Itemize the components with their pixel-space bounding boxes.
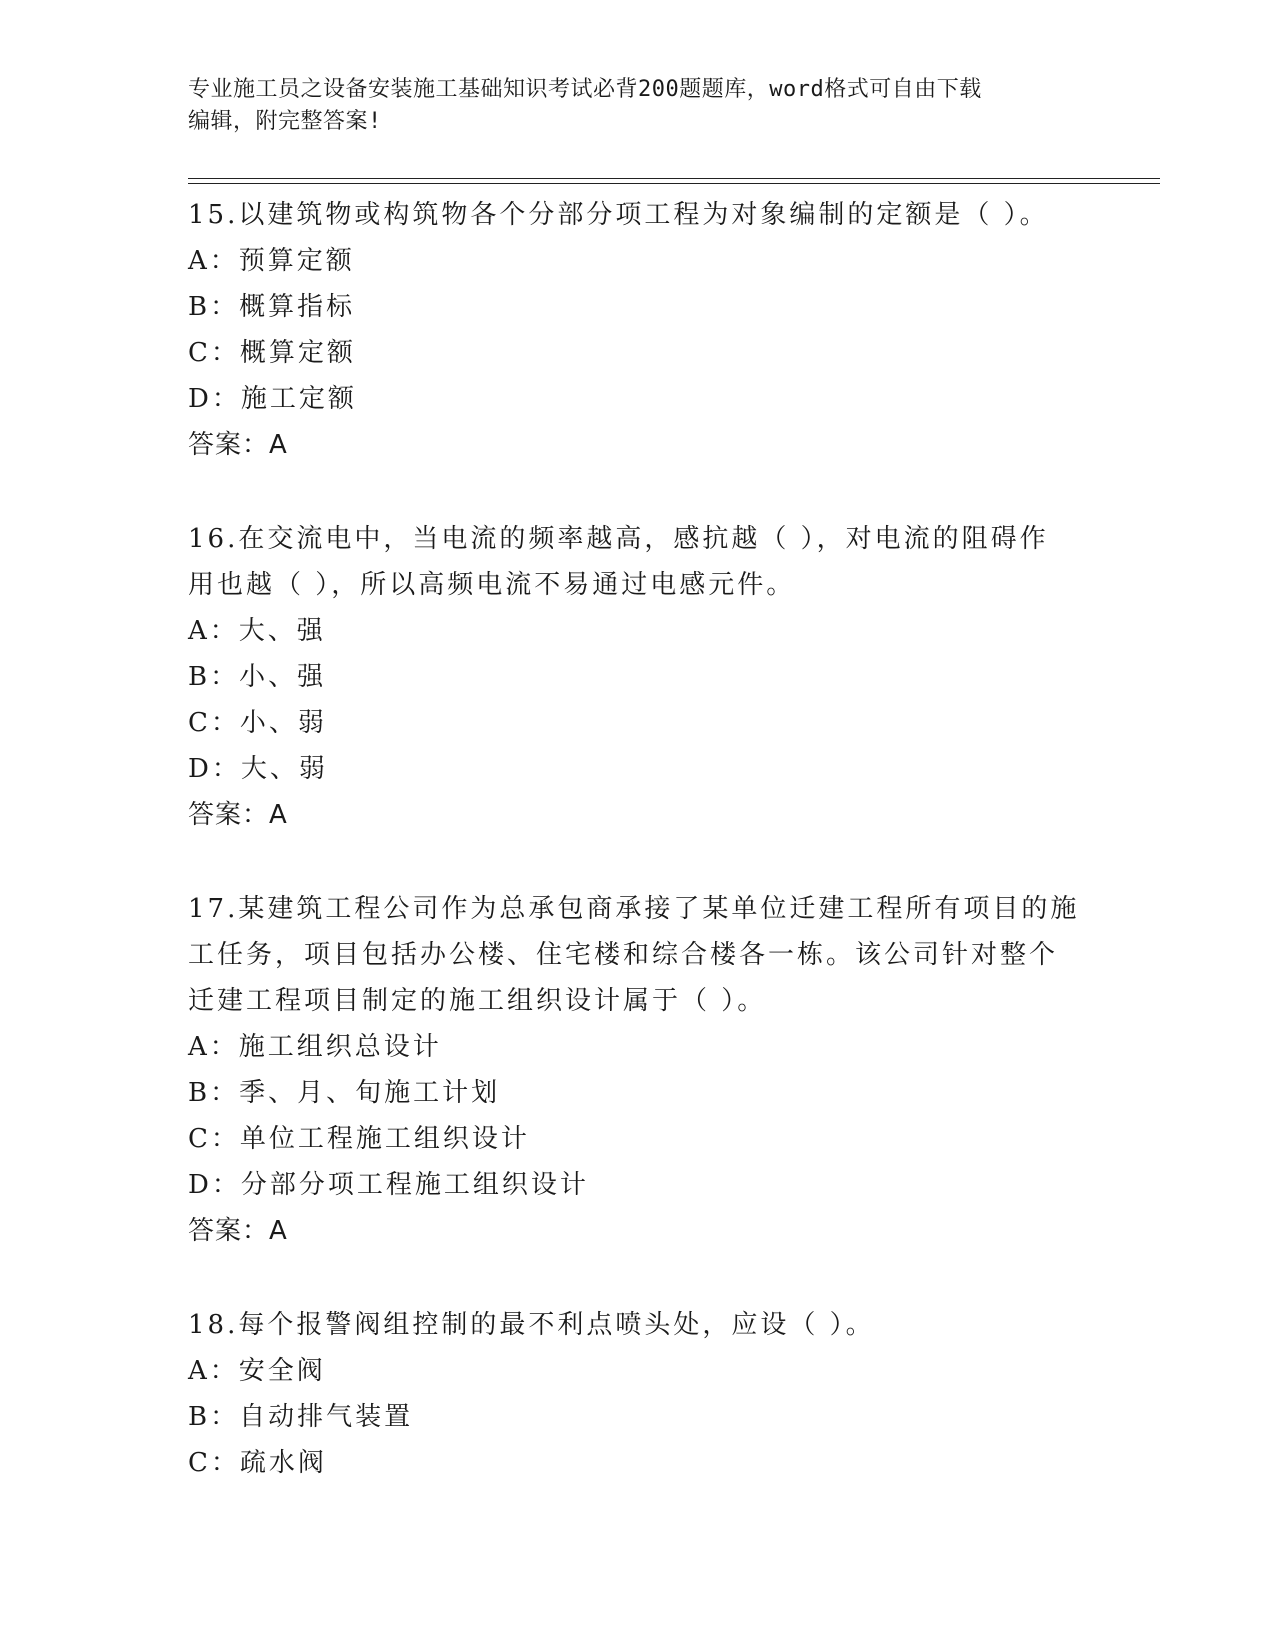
header-line-2: 编辑，附完整答案! — [188, 109, 382, 134]
option-c: C：单位工程施工组织设计 — [188, 1124, 530, 1154]
option-c: C：小、弱 — [188, 708, 327, 738]
question-stem: 16.在交流电中，当电流的频率越高，感抗越（ ），对电流的阻碍作 — [188, 524, 1049, 554]
answer-line: 答案：A — [188, 800, 288, 830]
question-17 — [188, 886, 1088, 1254]
answer-line: 答案：A — [188, 1216, 288, 1246]
option-d: D：施工定额 — [188, 384, 357, 414]
question-15 — [188, 192, 1088, 468]
document-header — [188, 74, 1068, 138]
option-b: B：自动排气装置 — [188, 1402, 414, 1432]
header-divider-bottom — [188, 183, 1160, 184]
question-stem: 迁建工程项目制定的施工组织设计属于（ ）。 — [188, 986, 767, 1016]
question-16 — [188, 516, 1088, 838]
option-a: A：预算定额 — [188, 246, 355, 276]
option-a: A：大、强 — [188, 616, 326, 646]
option-b: B：概算指标 — [188, 292, 356, 322]
option-d: D：大、弱 — [188, 754, 328, 784]
option-a: A：施工组织总设计 — [188, 1032, 442, 1062]
option-b: B：季、月、旬施工计划 — [188, 1078, 501, 1108]
option-c: C：概算定额 — [188, 338, 356, 368]
question-list — [188, 192, 1088, 1534]
question-stem: 工任务，项目包括办公楼、住宅楼和综合楼各一栋。该公司针对整个 — [188, 940, 1059, 970]
question-stem: 18.每个报警阀组控制的最不利点喷头处，应设（ ）。 — [188, 1310, 875, 1340]
option-c: C：疏水阀 — [188, 1448, 327, 1478]
question-18 — [188, 1302, 1088, 1486]
question-stem: 用也越（ ），所以高频电流不易通过电感元件。 — [188, 570, 796, 600]
header-line-1: 专业施工员之设备安装施工基础知识考试必背200题题库，word格式可自由下载 — [188, 77, 982, 102]
option-b: B：小、强 — [188, 662, 327, 692]
question-stem: 17.某建筑工程公司作为总承包商承接了某单位迁建工程所有项目的施 — [188, 894, 1080, 924]
question-stem: 15.以建筑物或构筑物各个分部分项工程为对象编制的定额是（ ）。 — [188, 200, 1049, 230]
header-divider-top — [188, 178, 1160, 179]
option-a: A：安全阀 — [188, 1356, 326, 1386]
answer-line: 答案：A — [188, 430, 288, 460]
option-d: D：分部分项工程施工组织设计 — [188, 1170, 589, 1200]
